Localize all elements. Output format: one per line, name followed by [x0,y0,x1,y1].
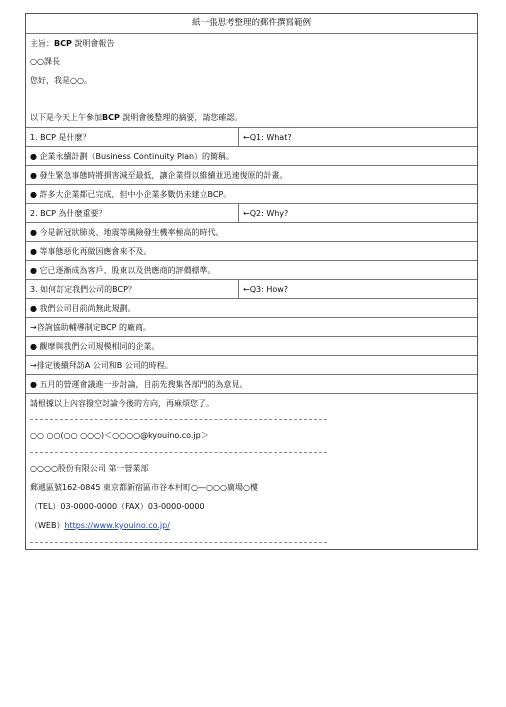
intro-line [26,108,477,127]
intro-text-b: 說明會後整理的摘要，請您確認。 [119,113,243,122]
website-link[interactable]: https://www.kyouino.co.jp/ [64,521,170,530]
section-2-line-3: ● 它已逐漸成為客戶、股東以及供應商的評價標準。 [26,260,477,279]
closing-line: 請根據以上內容撥空討論今後的方向，再麻煩您了。 [26,393,477,412]
phone-fax: （TEL）03-0000-0000（FAX）03-0000-0000 [30,502,205,511]
section-3-line-5: ● 五月的營運會議進一步討論，目前先搜集各部門的為意見。 [26,374,477,393]
subject-label: 主旨： [30,39,54,48]
signature-divider [26,445,477,459]
section-3-line-3: ● 觀摩與我們公司規模相同的企業。 [26,336,477,355]
spacer [26,90,477,108]
section-1-question: ←Q1: What? [243,133,292,142]
document-title: 紙一張思考整理的郵件撰寫範例 [191,18,311,28]
intro-text-a: 以下是今天上午參加 [30,113,102,122]
subject-bold: BCP [54,39,72,48]
section-1-header [26,127,477,146]
section-2-heading: 2. BCP 為什麼重要？ [26,204,239,222]
section-1-line-1: ● 企業永續計劃（Business Continuity Plan）的簡稱。 [26,146,477,165]
section-1-line-3: ● 許多大企業都已完成，但中小企業多數仍未建立BCP。 [26,184,477,203]
section-3-line-4: →排定後續拜訪A 公司和B 公司的時程。 [26,355,477,374]
section-3-heading: 3. 如何訂定我們公司的BCP？ [26,280,239,298]
subject-line [26,33,477,52]
section-2-line-2: ● 等事態惡化再做因應會來不及。 [26,241,477,260]
signature-name: ○○ ○○(○○ ○○○)＜○○○○@kyouino.co.jp＞ [30,431,209,440]
company-address: 郵遞區號162-0845 東京都新宿區市谷本村町○—○○○廣場○樓 [30,483,258,492]
web-label: （WEB） [30,521,65,530]
subject-rest: 說明會報告 [71,39,115,48]
section-2-question: ←Q2: Why? [243,209,289,218]
section-3-header [26,279,477,298]
website-line [26,516,477,535]
greeting: 您好，我是○○。 [30,76,92,85]
section-3-line-1: ● 我們公司目前尚無此規劃。 [26,298,477,317]
email-example-document [25,13,478,550]
section-3-line-2: →咨詢協助輔導制定BCP 的廠商。 [26,317,477,336]
intro-bold: BCP [102,113,120,122]
section-1-heading: 1. BCP 是什麼？ [26,128,239,146]
company-name: ○○○○股份有限公司 第一營業部 [30,464,149,473]
section-3-question: ←Q3: How? [243,285,289,294]
signature-divider [26,412,477,426]
section-2-header [26,203,477,222]
section-1-line-2: ● 發生緊急事態時將損害減至最低，讓企業得以維續並迅速復原的計畫。 [26,165,477,184]
recipient: ○○課長 [30,57,60,66]
signature-divider [26,535,477,549]
section-2-line-1: ● 今是新冠狀肺炎、地震等風險發生機率極高的時代。 [26,222,477,241]
